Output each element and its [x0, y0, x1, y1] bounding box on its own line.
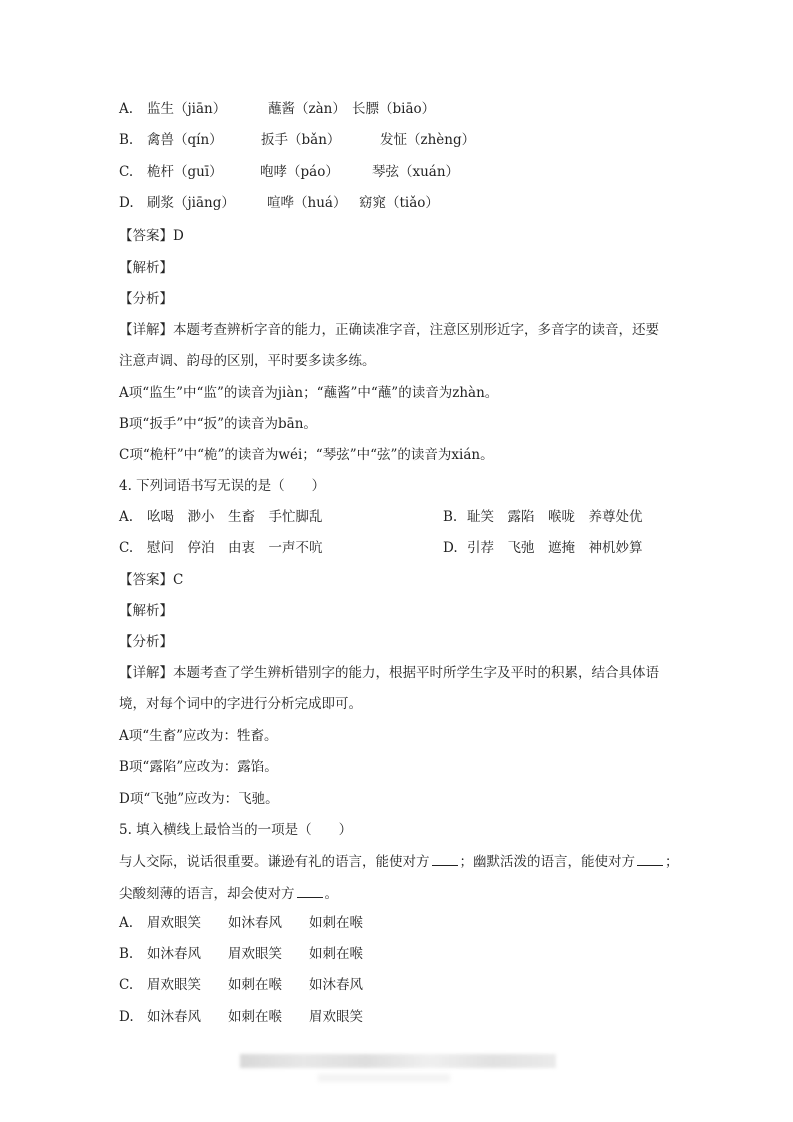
- footer-watermark: [240, 1054, 556, 1068]
- q3-detail-line-1: 【详解】本题考查辨析字音的能力，正确读准字音，注意区别形近字，多音字的读音，还要: [119, 322, 659, 338]
- q5-option-a: [119, 914, 363, 932]
- option-word: 发怔（zhèng）: [380, 132, 476, 148]
- option-label: D.: [443, 540, 458, 556]
- option-label: B.: [119, 946, 134, 962]
- fill-blank-2: [637, 852, 663, 866]
- option-text: 如沐春风 眉欢眼笑 如刺在喉: [147, 946, 363, 962]
- option-word: 琴弦（xuán）: [372, 164, 460, 180]
- q5-passage-line-1: [119, 852, 679, 871]
- q3-jiexi-heading: 【解析】: [119, 260, 173, 276]
- option-word: 长膘（biāo）: [352, 101, 436, 117]
- q4-fenxi-heading: 【分析】: [119, 634, 173, 650]
- q3-answer: 【答案】D: [119, 228, 184, 244]
- option-text: 吆喝 渺小 生畜 手忙脚乱: [147, 509, 323, 525]
- option-label: C.: [119, 540, 134, 556]
- option-text: 引荐 飞弛 遮掩 神机妙算: [467, 540, 643, 556]
- q3-explain-c: C项“桅杆”中“桅”的读音为wéi；“琴弦”中“弦”的读音为xián。: [119, 447, 494, 463]
- option-label: B.: [443, 509, 458, 525]
- q5-option-d: [119, 1008, 363, 1026]
- q4-detail-line-2: 境，对每个词中的字进行分析完成即可。: [119, 696, 362, 712]
- passage-text: ；: [665, 854, 679, 870]
- q4-answer: 【答案】C: [119, 572, 184, 588]
- option-word: 桅杆（guī）: [147, 164, 223, 180]
- passage-text: 与人交际，说话很重要。谦逊有礼的语言，能使对方: [119, 854, 430, 870]
- q5-option-c: [119, 976, 363, 994]
- q4-detail-line-1: 【详解】本题考查了学生辨析错别字的能力，根据平时所学生字及平时的积累，结合具体语: [119, 665, 659, 681]
- q3-fenxi-heading: 【分析】: [119, 291, 173, 307]
- q5-title: 5. 填入横线上最恰当的一项是（ ）: [119, 822, 353, 838]
- q3-explain-b: B项“扳手”中“扳”的读音为bān。: [119, 416, 317, 432]
- q3-option-c: [119, 163, 459, 181]
- option-text: 耻笑 露陷 喉咙 养尊处优: [467, 509, 643, 525]
- fill-blank-1: [432, 852, 458, 866]
- q4-title: 4. 下列词语书写无误的是（ ）: [119, 478, 326, 494]
- q4-jiexi-heading: 【解析】: [119, 603, 173, 619]
- q5-passage-line-2: [119, 884, 338, 903]
- option-text: 慰问 停泊 由衷 一声不吭: [147, 540, 323, 556]
- passage-text: 。: [324, 886, 338, 902]
- option-text: 眉欢眼笑 如沐春风 如刺在喉: [147, 915, 363, 931]
- option-word: 窈窕（tiǎo）: [359, 195, 439, 211]
- passage-text: ；幽默活泼的语言，能使对方: [459, 854, 635, 870]
- q3-option-b: [119, 131, 475, 149]
- q3-option-a: [119, 100, 435, 118]
- fill-blank-3: [297, 884, 323, 898]
- q4-explain-a: A项“生畜”应改为：牲畜。: [119, 728, 278, 744]
- q5-option-b: [119, 945, 363, 963]
- q4-options-row-2: [119, 539, 643, 557]
- option-word: 喧哗（huá）: [267, 195, 347, 211]
- option-label: C.: [119, 977, 134, 993]
- option-text: 眉欢眼笑 如刺在喉 如沐春风: [147, 977, 363, 993]
- option-text: 如沐春风 如刺在喉 眉欢眼笑: [147, 1009, 363, 1025]
- option-label: B.: [119, 132, 134, 148]
- option-word: 咆哮（páo）: [260, 164, 339, 180]
- option-word: 蘸酱（zàn）: [268, 101, 346, 117]
- option-label: C.: [119, 164, 134, 180]
- q3-detail-line-2: 注意声调、韵母的区别，平时要多读多练。: [119, 353, 376, 369]
- q4-options-row-1: [119, 508, 643, 526]
- option-word: 监生（jiān）: [147, 101, 227, 117]
- option-label: A.: [119, 915, 134, 931]
- option-label: A.: [119, 509, 134, 525]
- q4-explain-b: B项“露陷”应改为：露馅。: [119, 759, 278, 775]
- option-word: 扳手（bǎn）: [261, 132, 341, 148]
- footer-watermark-sub: [318, 1074, 450, 1082]
- option-word: 刷浆（jiāng）: [147, 195, 235, 211]
- q4-explain-d: D项“飞弛”应改为：飞驰。: [119, 791, 279, 807]
- passage-text: 尖酸刻薄的语言，却会使对方: [119, 886, 295, 902]
- q3-option-d: [119, 194, 439, 212]
- q3-explain-a: A项“监生”中“监”的读音为jiàn；“蘸酱”中“蘸”的读音为zhàn。: [119, 385, 499, 401]
- option-label: D.: [119, 1009, 134, 1025]
- option-word: 禽兽（qín）: [147, 132, 223, 148]
- option-label: D.: [119, 195, 134, 211]
- option-label: A.: [119, 101, 134, 117]
